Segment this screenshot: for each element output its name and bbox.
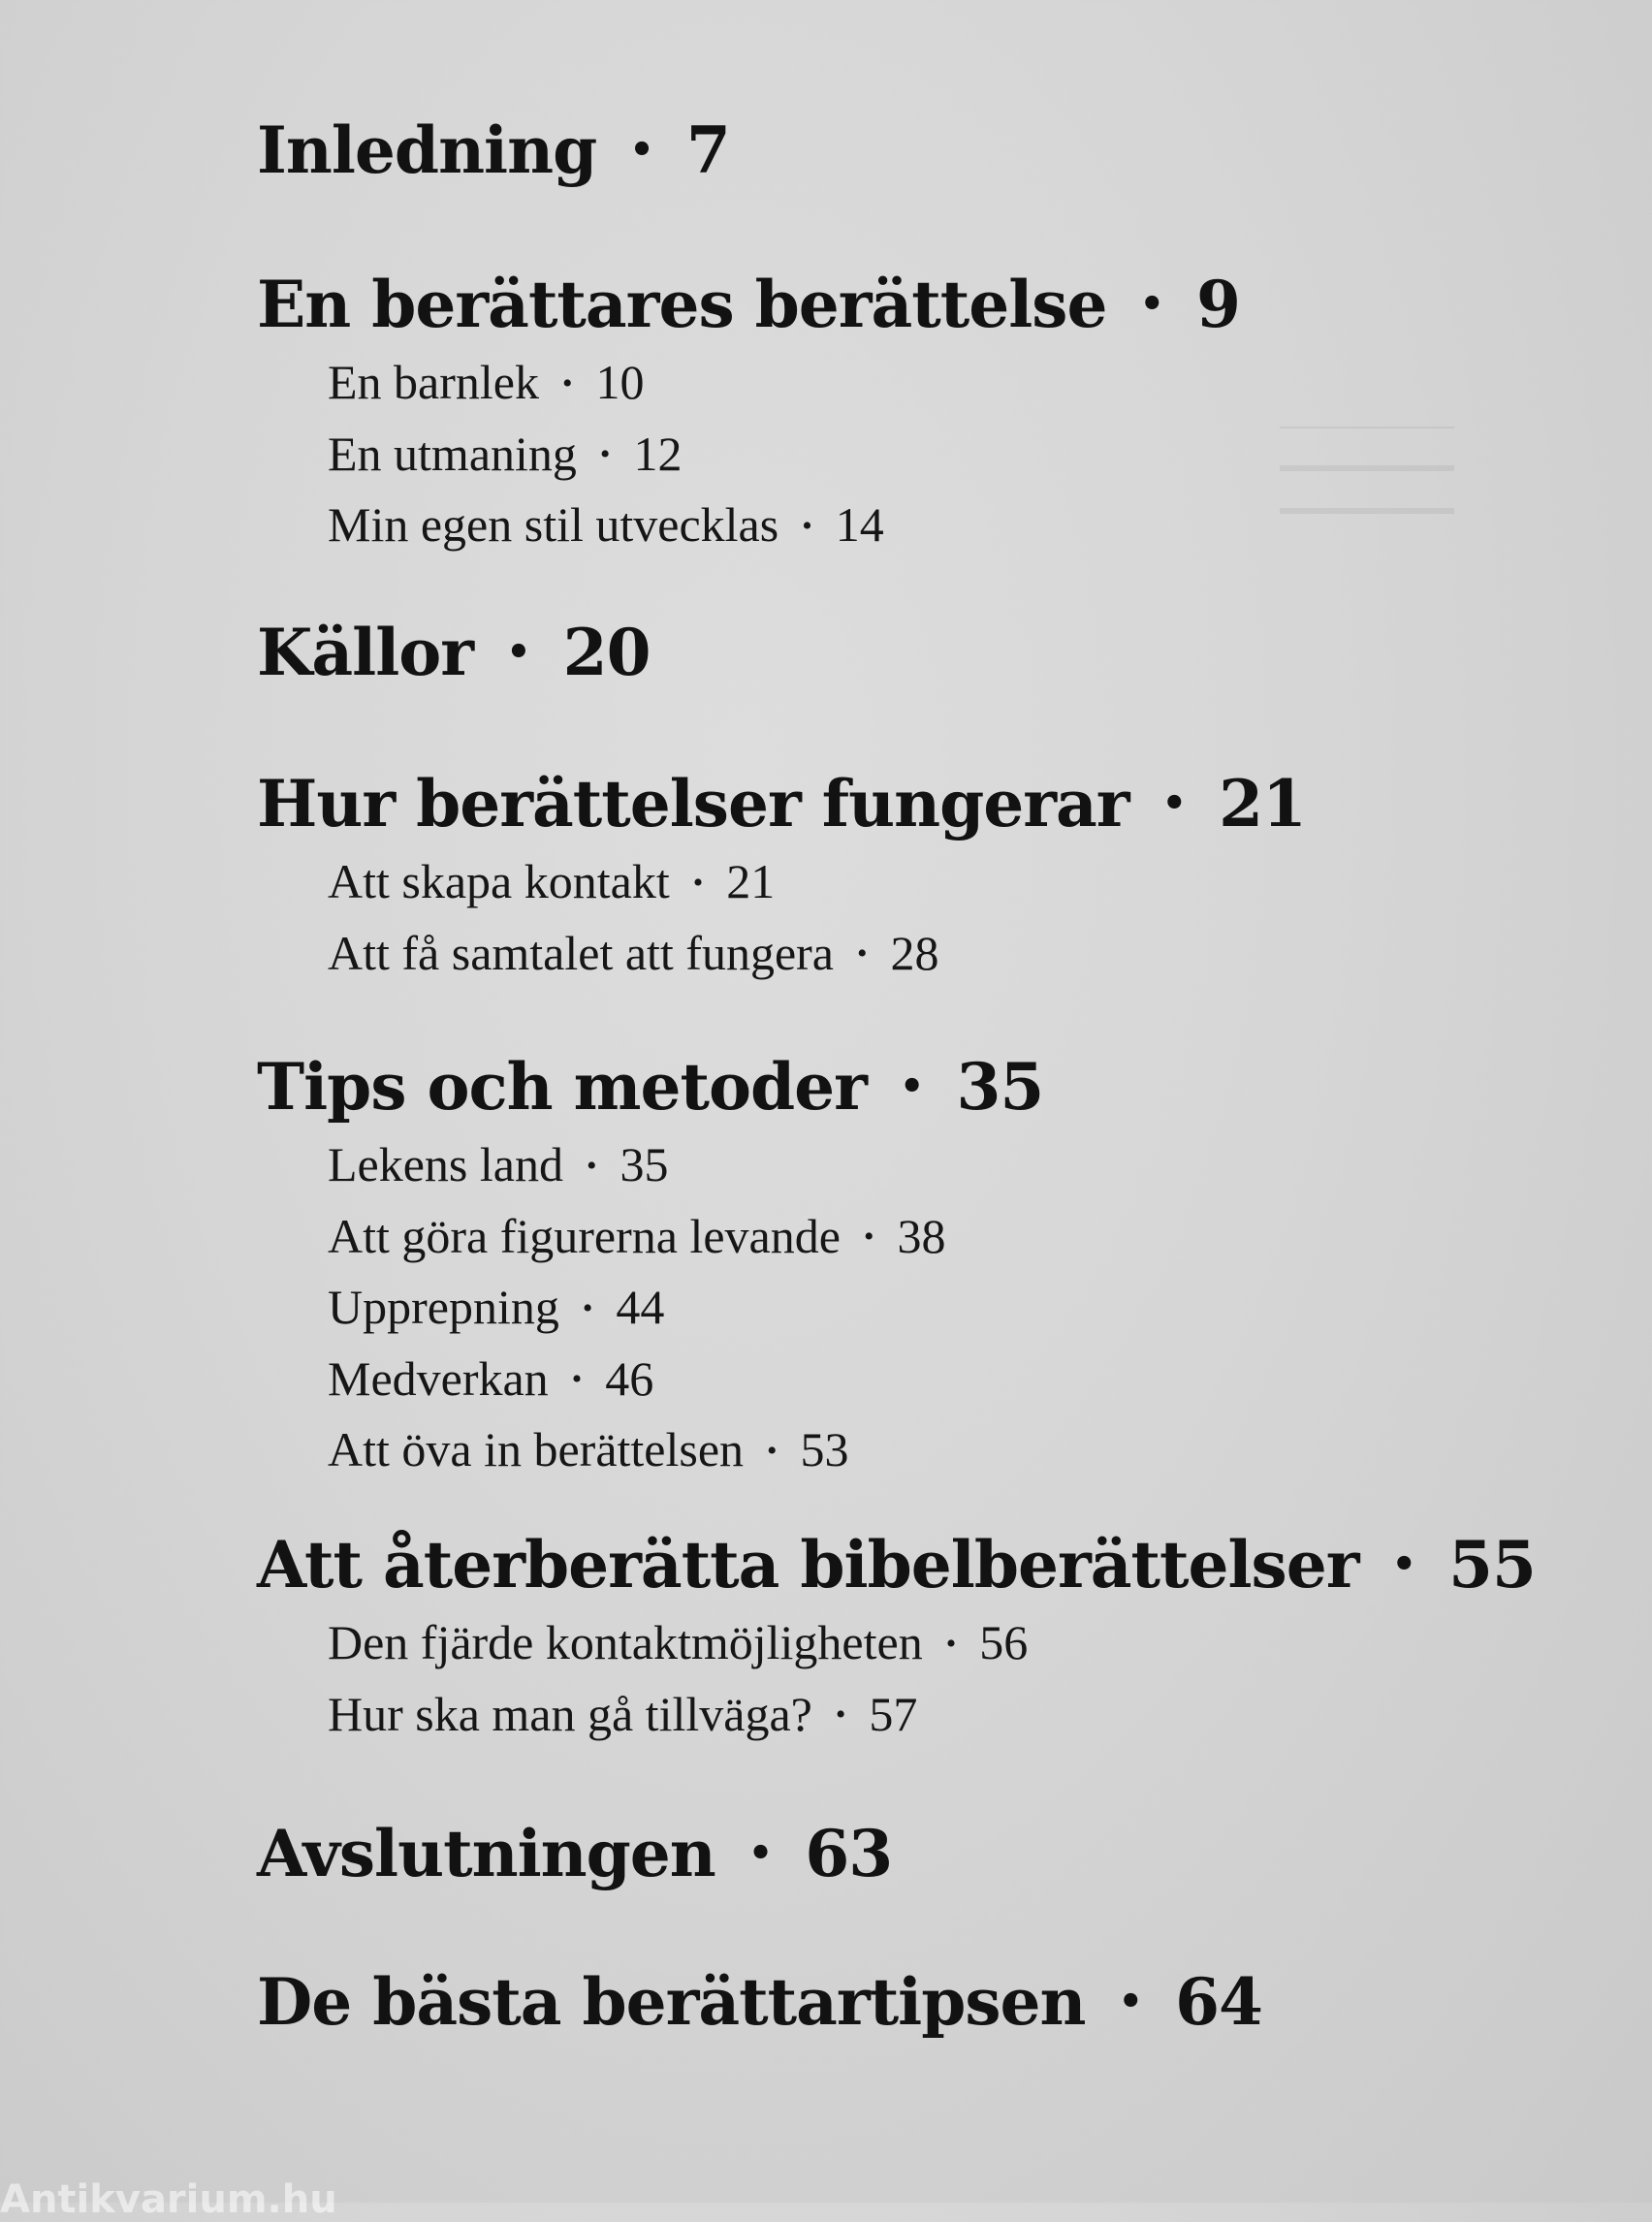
toc-item-title: Medverkan (328, 1350, 549, 1406)
toc-heading-title: Hur berättelser fungerar (257, 766, 1129, 841)
bullet-separator: • (506, 629, 530, 675)
toc-heading-page: 20 (562, 615, 651, 690)
toc-item (328, 920, 1306, 992)
bullet-separator: • (767, 1434, 778, 1467)
bullet-separator: • (857, 937, 868, 970)
bullet-separator: • (835, 1698, 846, 1731)
toc-heading (257, 614, 651, 697)
toc-item-page: 21 (726, 854, 776, 908)
toc-item-title: Att få samtalet att fungera (328, 925, 834, 980)
toc-section-kallor (257, 614, 651, 697)
bullet-separator: • (1139, 281, 1164, 327)
bullet-separator: • (899, 1063, 924, 1109)
toc-item-page: 53 (800, 1422, 849, 1477)
bullet-separator: • (571, 1363, 583, 1396)
toc-item-page: 14 (835, 497, 884, 553)
toc-subitems (328, 349, 1240, 563)
toc-heading (257, 1048, 1043, 1131)
toc-item-title: Den fjärde kontaktmöjligheten (328, 1615, 923, 1669)
toc-item-page: 57 (869, 1686, 918, 1741)
toc-section-hur-berattelser-fungerar (257, 765, 1306, 991)
toc-heading-title: En berättares berättelse (257, 267, 1107, 342)
toc-item-page: 35 (620, 1137, 669, 1191)
toc-item (328, 349, 1240, 421)
bullet-separator: • (802, 509, 812, 542)
toc-item-title: Upprepning (328, 1280, 559, 1335)
bullet-separator: • (945, 1627, 957, 1660)
toc-item-page: 28 (890, 925, 939, 980)
toc-heading-page: 7 (685, 112, 730, 188)
toc-item-title: Hur ska man gå tillväga? (328, 1686, 812, 1741)
bullet-separator: • (863, 1221, 874, 1254)
toc-item-title: Min egen stil utvecklas (328, 497, 779, 553)
toc-item (328, 1346, 1043, 1417)
toc-heading-title: Att återberätta bibelberättelser (257, 1527, 1359, 1603)
toc-heading-title: Avslutningen (257, 1816, 715, 1891)
bullet-separator: • (1118, 1979, 1143, 2024)
bullet-separator: • (586, 1149, 597, 1182)
toc-section-att-aterberatta-bibelberattelser (257, 1526, 1536, 1752)
toc-heading (257, 1963, 1262, 2047)
bullet-separator: • (1161, 780, 1187, 826)
toc-item (328, 1609, 1536, 1681)
toc-heading-page: 21 (1219, 766, 1306, 841)
toc-heading-title: Källor (257, 615, 474, 690)
toc-item-title: Att skapa kontakt (328, 854, 670, 908)
toc-section-tips-och-metoder (257, 1048, 1043, 1488)
toc-heading-page: 55 (1448, 1527, 1536, 1603)
toc-subitems (328, 848, 1306, 991)
toc-heading (257, 1526, 1536, 1609)
toc-heading-page: 9 (1196, 267, 1240, 342)
toc-section-en-berattares-berattelse (257, 266, 1240, 563)
toc-item (328, 492, 1240, 563)
toc-item-page: 56 (979, 1615, 1029, 1669)
bullet-separator: • (1391, 1541, 1416, 1587)
bullet-separator: • (747, 1830, 773, 1876)
toc-item (328, 1681, 1536, 1753)
bullet-separator: • (599, 438, 611, 471)
show-through-text (1280, 427, 1454, 514)
toc-heading-page: 63 (805, 1816, 893, 1891)
toc-item-page: 12 (633, 426, 683, 481)
toc-item (328, 1274, 1043, 1346)
toc-item (328, 848, 1306, 920)
toc-section-inledning (257, 111, 730, 195)
toc-section-de-basta-berattartipsen (257, 1963, 1262, 2047)
toc-heading-title: Inledning (257, 112, 597, 188)
toc-item-title: Att öva in berättelsen (328, 1422, 745, 1477)
toc-section-avslutningen (257, 1815, 892, 1898)
toc-item-title: Att göra figurerna levande (328, 1208, 841, 1263)
toc-heading (257, 111, 730, 195)
toc-item-page: 10 (595, 355, 645, 409)
toc-item (328, 1203, 1043, 1275)
toc-item (328, 1131, 1043, 1203)
toc-heading (257, 266, 1240, 349)
toc-item-title: En barnlek (328, 355, 539, 409)
toc-heading-title: De bästa berättartipsen (257, 1964, 1086, 2040)
toc-heading-page: 64 (1175, 1964, 1262, 2040)
bullet-separator: • (692, 866, 704, 899)
toc-subitems (328, 1131, 1043, 1488)
watermark: Antikvarium.hu (0, 2177, 337, 2222)
toc-heading (257, 1815, 892, 1898)
toc-subitems (328, 1609, 1536, 1752)
toc-item-title: Lekens land (328, 1137, 563, 1191)
toc-item-page: 46 (605, 1350, 654, 1406)
toc-item (328, 421, 1240, 492)
toc-item-title: En utmaning (328, 426, 577, 481)
bullet-separator: • (629, 127, 653, 173)
toc-item-page: 44 (616, 1280, 665, 1335)
bullet-separator: • (561, 366, 573, 399)
bullet-separator: • (582, 1291, 593, 1324)
toc-item-page: 38 (897, 1208, 946, 1263)
toc-heading-page: 35 (956, 1049, 1044, 1125)
toc-heading-title: Tips och metoder (257, 1049, 867, 1125)
toc-item (328, 1416, 1043, 1488)
toc-heading (257, 765, 1306, 848)
